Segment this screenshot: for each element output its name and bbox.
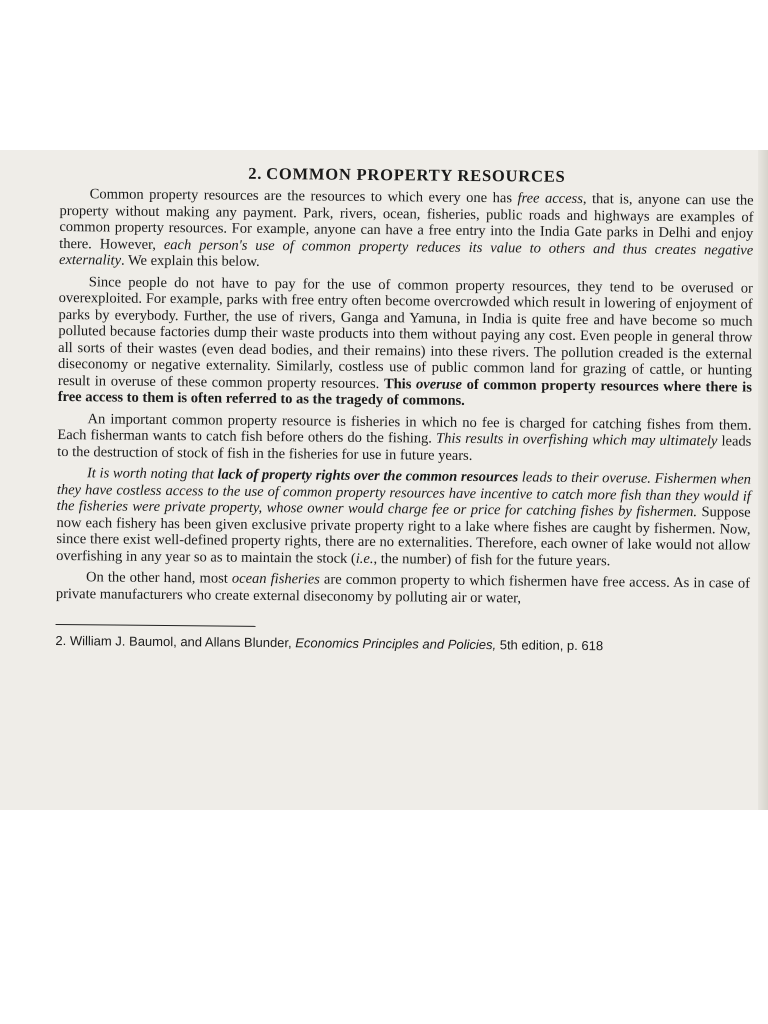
book-page — [0, 150, 768, 810]
text-segment: of common property resources where there is free access to them is often referred to as the tragedy of commons. — [57, 376, 752, 409]
section-heading — [60, 162, 754, 189]
text-segment: each person's use of common property reduces its value to others and thus creates negative externality — [58, 236, 754, 269]
text-segment: leads to their overuse. Fishermen when they have costless access to the use of common property resources have incentive to catch more fish than they would if the fisheries were private property, whose owner would charge fee or price for catching fishes by fishermen. — [56, 469, 752, 521]
text-segment: , the number) of fish for the future years. — [373, 550, 611, 569]
page-content — [55, 162, 754, 656]
text-segment: overuse — [415, 375, 463, 393]
text-segment: are common property to which fishermen have free access. As in case of private manufacturers who create external diseconomy by polluting air or water, — [55, 571, 751, 606]
text-segment: 2. William J. Baumol, and Allans Blunder, — [55, 632, 296, 651]
text-segment: 5th edition, p. 618 — [496, 637, 604, 654]
paragraph-2 — [58, 273, 753, 412]
text-segment: Economics Principles and Policies, — [295, 635, 497, 653]
text-segment: On the other hand, most — [85, 569, 233, 587]
text-segment: This results in overfishing which may ultimately — [435, 430, 718, 450]
text-segment: , that is, anyone can use the property without making any payment. Park, rivers, ocean, fisheries, public roads and highways are examples of common property resources. For example, anyone can have a free entry into the India Gate parks in Delhi and enjoy there. However, — [59, 191, 754, 253]
text-segment: Suppose now each fishery has been given exclusive private property right to a lake where fishes are caught by fishermen. Now, since there exist well-defined property rights, there are no externalities. Therefore, each owner of lake would not allow overfishing in any year so as to maintain the stock ( — [56, 504, 751, 567]
text-segment: An important common property resource is fisheries in which no fee is charged for catching fishes from them. Each fisherman wants to catch fish before others do the fishing. — [57, 410, 752, 447]
text-segment: . We explain this below. — [120, 252, 260, 270]
paragraph-3 — [57, 410, 751, 466]
section-number: 2. — [248, 163, 263, 183]
text-segment: Since people do not have to pay for the use of common property resources, they tend to be overused or overexploited. For example, parks with free entry often become overcrowded which result in lowering of enjoyment of parks by everybody. Further, the use of rivers, Ganga and Yamuna, in India is quite free and have become so much polluted because factories dump their waste products into them without paying any cost. Even people in general throw all sorts of their wastes (even dead bodies, and their remains) into these rivers. The pollution creaded is the external diseconomy or negative externality. Similarly, costless use of public common land for grazing of cattle, or hunting result in overuse of these common property resources. — [57, 273, 753, 392]
text-segment: lack of property rights over the common resources — [217, 466, 519, 486]
paragraph-4 — [56, 465, 751, 571]
text-segment: i.e. — [355, 550, 374, 567]
text-segment: It is worth noting that — [86, 465, 218, 483]
paragraph-5 — [56, 569, 750, 609]
text-segment: ocean fisheries — [231, 570, 320, 588]
page-edge-shadow — [758, 150, 768, 810]
text-segment: free access — [517, 190, 583, 208]
text-segment: leads to the destruction of stock of fish in the fisheries for use in future years. — [57, 433, 752, 464]
footnote-divider — [56, 624, 256, 627]
paragraph-1 — [59, 186, 754, 275]
text-segment: This — [383, 375, 417, 392]
text-segment: Common property resources are the resources to which every one has — [89, 186, 518, 207]
footnote — [55, 633, 749, 656]
section-title: COMMON PROPERTY RESOURCES — [266, 163, 566, 186]
